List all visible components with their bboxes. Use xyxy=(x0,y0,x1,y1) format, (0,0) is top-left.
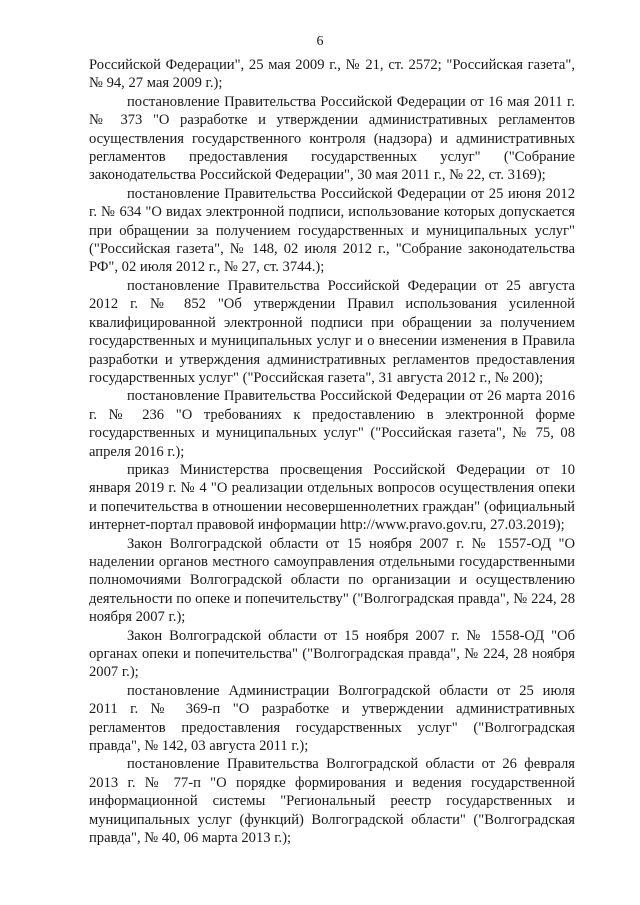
paragraph-order-4: приказ Министерства просвещения Российской Федерации от 10 января 2019 г. № 4 "О реализации отдельных вопросов осуществления опеки и попечительства в отношении несовершеннолетних граждан" (официальный интернет-портал правовой информации http://www.pravo.gov.ru, 27.03.2019); xyxy=(89,461,575,534)
paragraph-continuation: Российской Федерации", 25 мая 2009 г., № 21, ст. 2572; "Российская газета", № 94, 27 мая 2009 г.); xyxy=(89,57,575,92)
paragraph-resolution-852: постановление Правительства Российской Федерации от 25 августа 2012 г. № 852 "Об утверждении Правил использования усиленной квалифицированной электронной подписи при обращении за получением государственных и муниципальных услуг и о внесении изменения в Правила разработки и утверждения административных регламентов предоставления государственных услуг" ("Российская газета", 31 августа 2012 г., № 200); xyxy=(89,277,575,386)
page-number: 6 xyxy=(316,34,324,49)
paragraph-law-1558: Закон Волгоградской области от 15 ноября 2007 г. № 1558-ОД "Об органах опеки и попечительства" ("Волгоградская правда", № 224, 28 ноября 2007 г.); xyxy=(89,627,575,681)
paragraph-resolution-634: постановление Правительства Российской Федерации от 25 июня 2012 г. № 634 "О видах электронной подписи, использование которых допускается при обращении за получением государственных и муниципальных услуг" ("Российская газета", № 148, 02 июля 2012 г., "Собрание законодательства РФ", 02 июля 2012 г., № 27, ст. 3744.); xyxy=(89,185,575,276)
paragraph-resolution-236: постановление Правительства Российской Федерации от 26 марта 2016 г. № 236 "О требованиях к предоставлению в электронной форме государственных и муниципальных услуг" ("Российская газета", № 75, 08 апреля 2016 г.); xyxy=(89,388,575,460)
paragraph-law-1557: Закон Волгоградской области от 15 ноября 2007 г. № 1557-ОД "О наделении органов местного самоуправления отдельными государственными полномочиями Волгоградской области по организации и осуществлению деятельности по опеке и попечительству" ("Волгоградская правда", № 224, 28 ноября 2007 г.); xyxy=(89,535,575,626)
paragraph-resolution-373: постановление Правительства Российской Федерации от 16 мая 2011 г. № 373 "О разработке и утверждении административных регламентов осуществления государственного контроля (надзора) и административных регламентов предоставления государственных услуг" ("Собрание законодательства Российской Федерации", 30 мая 2011 г., № 22, ст. 3169); xyxy=(89,93,575,184)
paragraph-resolution-77: постановление Правительства Волгоградской области от 26 февраля 2013 г. № 77-п "О порядке формирования и ведения государственной информационной системы "Региональный реестр государственных и муниципальных услуг (функций) Волгоградской области" ("Волгоградская правда", № 40, 06 марта 2013 г.); xyxy=(89,756,575,847)
paragraph-resolution-369: постановление Администрации Волгоградской области от 25 июля 2011 г. № 369-п "О разработке и утверждении административных регламентов предоставления государственных услуг" ("Волгоградская правда", № 142, 03 августа 2011 г.); xyxy=(89,682,575,755)
document-body xyxy=(89,56,575,847)
